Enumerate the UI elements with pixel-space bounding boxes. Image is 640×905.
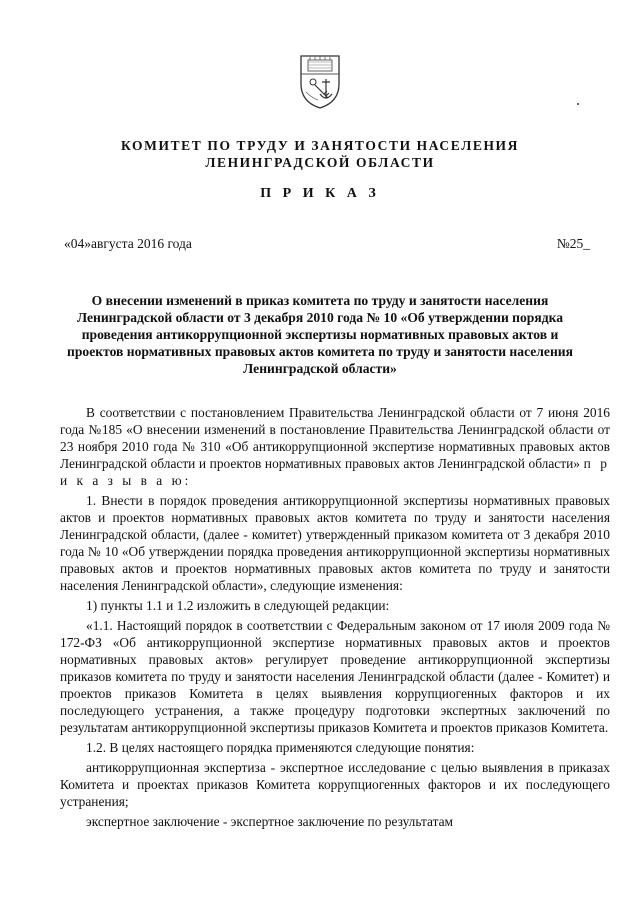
- organization-name-line2: ЛЕНИНГРАДСКОЙ ОБЛАСТИ: [205, 155, 435, 170]
- clause-1-paragraph: 1. Внести в порядок проведения антикоррупционной экспертизы нормативных правовых актов и проектов нормативных правовых актов комитета по труду и занятости населения Ленинградской области, (далее - комитет) утвержденный приказом комитета от 3 декабря 2010 года № 10 «Об утверждении порядка проведения антикоррупционной экспертизы нормативных правовых актов и проектов нормативных правовых актов комитета по труду и занятости населения Ленинградской области», следующие изменения:: [60, 493, 610, 593]
- definition-anticorruption-expertise: антикоррупционная экспертиза - экспертное исследование с целью выявления в приказах Комитета и проектах приказов Комитета коррупциогенных факторов и их последующего устранения;: [60, 760, 610, 809]
- clause-1-1-paragraph: «1.1. Настоящий порядок в соответствии с Федеральным законом от 17 июля 2009 года № 172-ФЗ «Об антикоррупционной экспертизе нормативных правовых актов и проектов нормативных правовых актов» регулирует проведение антикоррупционной экспертизы приказов комитета по труду и занятости населения Ленинградской области (далее - Комитет) и проектов приказов Комитета в целях выявления коррупциогенных факторов и их последующего устранения, а также процедуру подготовки экспертных заключений по результатам антикоррупционной экспертизы приказов Комитета и проектов приказов Комитета.: [60, 618, 610, 735]
- coat-of-arms-icon: [298, 50, 342, 110]
- document-type-heading: П Р И К А З: [260, 186, 380, 201]
- preamble-text: В соответствии с постановлением Правительства Ленинградской области от 7 июня 2016 года №185 «О внесении изменений в постановление Правительства Ленинградской области от 23 ноября 2010 года № 310 «Об антикоррупционной экспертизе нормативных правовых актов Ленинградской области и проектов нормативных правовых актов Ленинградской области»: [60, 405, 610, 471]
- definition-expert-conclusion: экспертное заключение - экспертное заключение по результатам: [86, 814, 454, 829]
- order-title: О внесении изменений в приказ комитета по труду и занятости населения Ленинградской области от 3 декабря 2010 года № 10 «Об утверждении порядка проведения антикоррупционной экспертизы нормативных правовых актов и проектов нормативных правовых актов комитета по труду и занятости населения Ленинградской области»: [67, 293, 573, 376]
- order-body: [60, 404, 610, 830]
- order-number: №25_: [556, 236, 590, 251]
- order-keyword: п р и к а з ы в а ю:: [60, 456, 611, 488]
- clause-1-2-paragraph: 1.2. В целях настоящего порядка применяются следующие понятия:: [86, 740, 475, 755]
- order-date: «04»августа 2016 года: [64, 236, 192, 251]
- clause-1-subitem-1: 1) пункты 1.1 и 1.2 изложить в следующей редакции:: [86, 598, 390, 613]
- speck-mark: [577, 103, 579, 105]
- preamble-paragraph: [60, 404, 610, 489]
- organization-name-line1: КОМИТЕТ ПО ТРУДУ И ЗАНЯТОСТИ НАСЕЛЕНИЯ: [120, 138, 520, 153]
